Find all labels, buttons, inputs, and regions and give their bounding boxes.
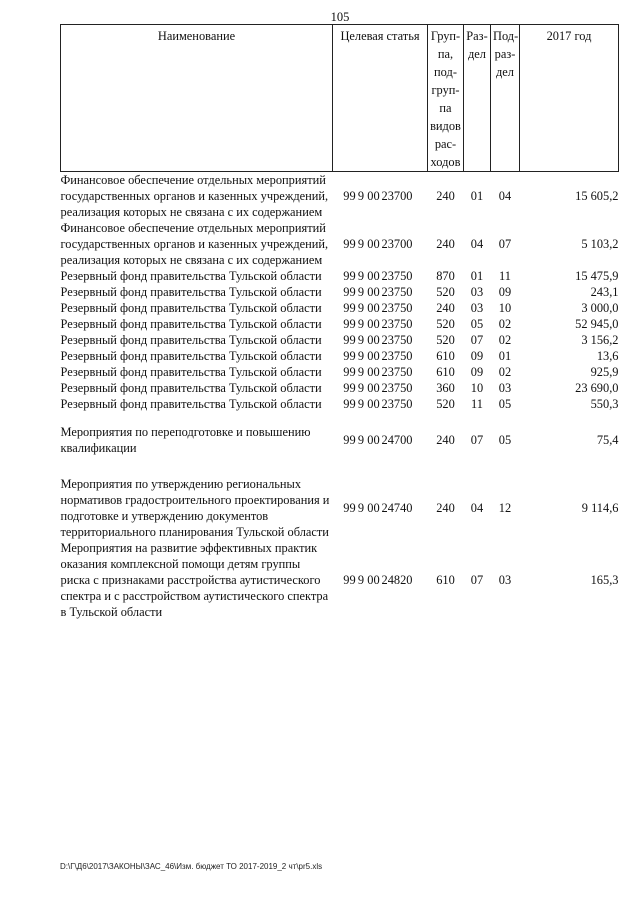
- table-row: [61, 316, 619, 332]
- target-code-part: 99: [343, 433, 356, 447]
- row-target-code: [333, 300, 428, 316]
- row-section: 07: [470, 573, 484, 587]
- row-section: 09: [470, 349, 484, 363]
- row-amount: 550,3: [590, 397, 619, 411]
- table-row: [61, 380, 619, 396]
- row-spacer: [61, 412, 619, 424]
- target-code-part: 9: [357, 285, 365, 299]
- target-code-part: 23700: [381, 237, 413, 251]
- row-section: 01: [470, 269, 484, 283]
- table-row: [61, 364, 619, 380]
- table-row: [61, 424, 619, 456]
- row-amount: 13,6: [596, 349, 619, 363]
- header-line: Груп-: [430, 29, 461, 43]
- target-code-part: 9: [357, 269, 365, 283]
- table-row: [61, 220, 619, 268]
- target-code-part: 00: [367, 365, 380, 379]
- row-name: Финансовое обеспечение отдельных мероприятий государственных органов и казенных учреждений, реализация которых не связана с их содержанием: [60, 221, 329, 267]
- row-name: Финансовое обеспечение отдельных мероприятий государственных органов и казенных учреждений, реализация которых не связана с их содержанием: [60, 173, 329, 219]
- target-code-part: 00: [367, 237, 380, 251]
- header-year: 2017 год: [520, 25, 619, 172]
- target-code-part: 9: [357, 317, 365, 331]
- row-amount: 5 103,2: [581, 237, 619, 251]
- target-code-part: 99: [343, 365, 356, 379]
- table-row: [61, 540, 619, 620]
- header-group: [428, 25, 464, 172]
- row-subsection: 01: [498, 349, 512, 363]
- target-code-part: 23700: [381, 189, 413, 203]
- header-line: рас-: [434, 137, 457, 151]
- target-code-part: 99: [343, 285, 356, 299]
- row-amount: 75,4: [596, 433, 619, 447]
- row-section: 04: [470, 501, 484, 515]
- target-code-part: 00: [367, 317, 380, 331]
- header-line: Раз-: [466, 29, 488, 43]
- header-line: груп-: [431, 83, 460, 97]
- row-name: Резервный фонд правительства Тульской области: [60, 365, 322, 379]
- row-subsection: 02: [498, 365, 512, 379]
- row-section: 11: [471, 397, 483, 411]
- target-code-part: 23750: [381, 333, 413, 347]
- target-code-part: 9: [357, 381, 365, 395]
- row-group: 360: [436, 381, 455, 395]
- target-code-part: 99: [343, 237, 356, 251]
- row-section: 10: [470, 381, 484, 395]
- table-row: [61, 396, 619, 412]
- row-subsection: 03: [498, 573, 512, 587]
- header-line: па: [439, 101, 452, 115]
- row-name: Резервный фонд правительства Тульской области: [60, 317, 322, 331]
- table-row: [61, 172, 619, 221]
- target-code-part: 00: [367, 301, 380, 315]
- row-target-code: [333, 316, 428, 332]
- table-row: [61, 268, 619, 284]
- row-subsection: 04: [498, 189, 512, 203]
- table-row: [61, 332, 619, 348]
- row-target-code: [333, 220, 428, 268]
- row-subsection: 05: [498, 433, 512, 447]
- target-code-part: 99: [343, 333, 356, 347]
- row-name: Резервный фонд правительства Тульской области: [60, 285, 322, 299]
- header-line: Под-: [493, 29, 519, 43]
- page-number: 105: [330, 10, 350, 24]
- target-code-part: 99: [343, 381, 356, 395]
- target-code-part: 00: [367, 397, 380, 411]
- target-code-part: 9: [357, 573, 365, 587]
- header-subsection: [491, 25, 520, 172]
- row-amount: 3 156,2: [581, 333, 619, 347]
- row-target-code: [333, 476, 428, 540]
- row-group: 520: [436, 333, 455, 347]
- target-code-part: 00: [367, 501, 380, 515]
- row-amount: 925,9: [590, 365, 619, 379]
- row-group: 610: [436, 349, 455, 363]
- row-section: 05: [470, 317, 484, 331]
- row-target-code: [333, 284, 428, 300]
- target-code-part: 24820: [381, 573, 413, 587]
- table-row: [61, 284, 619, 300]
- row-name: Резервный фонд правительства Тульской области: [60, 301, 322, 315]
- budget-table: [60, 24, 619, 620]
- table-header-row: [61, 25, 619, 172]
- target-code-part: 9: [357, 349, 365, 363]
- target-code-part: 9: [357, 237, 365, 251]
- target-code-part: 24740: [381, 501, 413, 515]
- target-code-part: 23750: [381, 397, 413, 411]
- target-code-part: 00: [367, 269, 380, 283]
- target-code-part: 23750: [381, 269, 413, 283]
- row-group: 610: [436, 573, 455, 587]
- row-target-code: [333, 424, 428, 456]
- target-code-part: 99: [343, 189, 356, 203]
- header-name: Наименование: [61, 25, 333, 172]
- row-amount: 165,3: [590, 573, 619, 587]
- row-subsection: 02: [498, 317, 512, 331]
- target-code-part: 00: [367, 285, 380, 299]
- row-amount: 3 000,0: [581, 301, 619, 315]
- header-section: [464, 25, 491, 172]
- row-subsection: 07: [498, 237, 512, 251]
- target-code-part: 00: [367, 349, 380, 363]
- row-group: 520: [436, 285, 455, 299]
- row-target-code: [333, 540, 428, 620]
- row-target-code: [333, 348, 428, 364]
- table-row: [61, 476, 619, 540]
- row-subsection: 05: [498, 397, 512, 411]
- row-name: Резервный фонд правительства Тульской области: [60, 349, 322, 363]
- target-code-part: 9: [357, 301, 365, 315]
- table-row: [61, 300, 619, 316]
- table-row: [61, 348, 619, 364]
- target-code-part: 9: [357, 365, 365, 379]
- row-subsection: 02: [498, 333, 512, 347]
- target-code-part: 23750: [381, 365, 413, 379]
- row-name: Резервный фонд правительства Тульской области: [60, 397, 322, 411]
- row-target-code: [333, 364, 428, 380]
- row-target-code: [333, 172, 428, 221]
- row-section: 09: [470, 365, 484, 379]
- target-code-part: 00: [367, 381, 380, 395]
- row-name: Мероприятия по утверждению региональных нормативов градостроительного проектирования и подготовке и утверждению документов территориального планирования Тульской области: [60, 477, 330, 539]
- row-amount: 52 945,0: [575, 317, 619, 331]
- row-target-code: [333, 380, 428, 396]
- target-code-part: 23750: [381, 381, 413, 395]
- header-line: дел: [468, 47, 486, 61]
- header-line: дел: [496, 65, 514, 79]
- target-code-part: 99: [343, 501, 356, 515]
- file-path-footer: D:\Г\Д6\2017\ЗАКОНЫ\ЗАС_46\Изм. бюджет ТО 2017-2019_2 чт\pr5.xls: [60, 862, 323, 871]
- row-subsection: 12: [498, 501, 512, 515]
- row-section: 04: [470, 237, 484, 251]
- target-code-part: 9: [357, 189, 365, 203]
- target-code-part: 00: [367, 433, 380, 447]
- target-code-part: 9: [357, 397, 365, 411]
- row-subsection: 09: [498, 285, 512, 299]
- target-code-part: 9: [357, 433, 365, 447]
- row-amount: 243,1: [590, 285, 619, 299]
- row-section: 07: [470, 433, 484, 447]
- target-code-part: 23750: [381, 349, 413, 363]
- target-code-part: 00: [367, 573, 380, 587]
- row-group: 520: [436, 397, 455, 411]
- target-code-part: 9: [357, 333, 365, 347]
- row-target-code: [333, 396, 428, 412]
- target-code-part: 23750: [381, 301, 413, 315]
- row-amount: 23 690,0: [575, 381, 619, 395]
- target-code-part: 99: [343, 397, 356, 411]
- header-line: видов: [430, 119, 461, 133]
- header-line: под-: [434, 65, 457, 79]
- target-code-part: 99: [343, 301, 356, 315]
- row-target-code: [333, 268, 428, 284]
- row-subsection: 03: [498, 381, 512, 395]
- target-code-part: 23750: [381, 285, 413, 299]
- row-subsection: 11: [499, 269, 511, 283]
- row-group: 240: [436, 301, 455, 315]
- row-amount: 15 605,2: [575, 189, 619, 203]
- row-name: Резервный фонд правительства Тульской области: [60, 381, 322, 395]
- row-name: Мероприятия на развитие эффективных практик оказания комплексной помощи детям группы риска с признаками расстройства аутистического спектра и с расстройством аутистического спектра в Тульской области: [60, 541, 329, 619]
- row-section: 03: [470, 285, 484, 299]
- target-code-part: 9: [357, 501, 365, 515]
- row-section: 01: [470, 189, 484, 203]
- row-name: Резервный фонд правительства Тульской области: [60, 333, 322, 347]
- target-code-part: 99: [343, 317, 356, 331]
- row-name: Мероприятия по переподготовке и повышению квалификации: [60, 425, 311, 455]
- row-amount: 15 475,9: [575, 269, 619, 283]
- target-code-part: 23750: [381, 317, 413, 331]
- header-target: Целевая статья: [333, 25, 428, 172]
- target-code-part: 99: [343, 349, 356, 363]
- row-group: 240: [436, 501, 455, 515]
- target-code-part: 24700: [381, 433, 413, 447]
- row-group: 240: [436, 433, 455, 447]
- row-spacer: [61, 456, 619, 476]
- header-line: ходов: [430, 155, 461, 169]
- row-target-code: [333, 332, 428, 348]
- header-line: па,: [437, 47, 454, 61]
- row-group: 240: [436, 237, 455, 251]
- row-subsection: 10: [498, 301, 512, 315]
- target-code-part: 99: [343, 573, 356, 587]
- row-section: 03: [470, 301, 484, 315]
- row-name: Резервный фонд правительства Тульской области: [60, 269, 322, 283]
- target-code-part: 00: [367, 333, 380, 347]
- row-group: 520: [436, 317, 455, 331]
- target-code-part: 99: [343, 269, 356, 283]
- row-group: 610: [436, 365, 455, 379]
- row-amount: 9 114,6: [581, 501, 619, 515]
- row-group: 870: [436, 269, 455, 283]
- target-code-part: 00: [367, 189, 380, 203]
- row-section: 07: [470, 333, 484, 347]
- header-line: раз-: [494, 47, 516, 61]
- row-group: 240: [436, 189, 455, 203]
